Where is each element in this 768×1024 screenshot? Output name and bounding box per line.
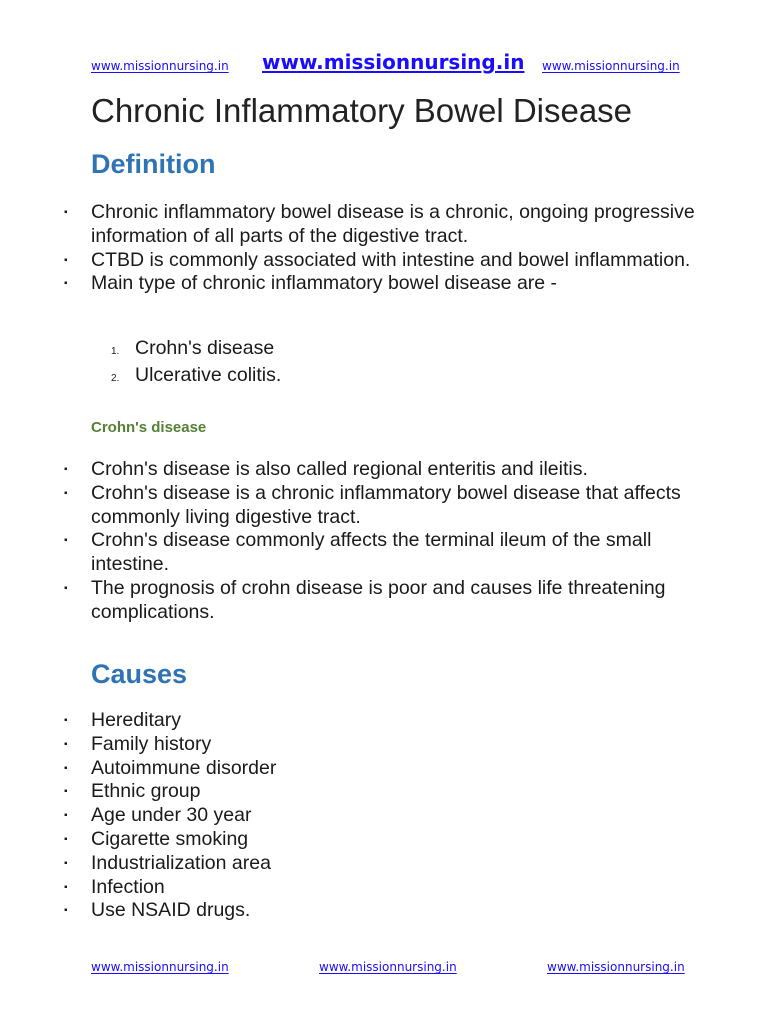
causes-heading: Causes (91, 659, 188, 689)
list-number: 2. (111, 372, 120, 384)
document-title: Chronic Inflammatory Bowel Disease (91, 92, 633, 129)
definition-list (64, 201, 704, 296)
list-item: ▪ Crohn's disease commonly affects the terminal ileum of the small intestine. (64, 529, 704, 577)
list-item: ▪ Family history (64, 733, 704, 757)
footer-link-center[interactable]: www.missionnursing.in (319, 960, 457, 974)
header-link-center[interactable]: www.missionnursing.in (262, 50, 525, 74)
list-item: ▪ Industrialization area (64, 852, 704, 876)
crohns-list (64, 458, 704, 625)
list-item: ▪ Crohn's disease is also called regional enteritis and ileitis. (64, 458, 704, 482)
causes-list (64, 709, 704, 923)
footer-link-left[interactable]: www.missionnursing.in (91, 960, 229, 974)
header-links (0, 50, 768, 80)
list-item: ▪ The prognosis of crohn disease is poor and causes life threatening complications. (64, 577, 704, 625)
list-item: ▪ CTBD is commonly associated with intestine and bowel inflammation. (64, 249, 704, 273)
list-item: ▪ Use NSAID drugs. (64, 899, 704, 923)
list-item: ▪ Age under 30 year (64, 804, 704, 828)
list-item-text: Crohn's disease (135, 337, 275, 359)
list-item-text: Ulcerative colitis. (135, 363, 282, 386)
list-item (111, 337, 281, 364)
list-item: ▪ Crohn's disease is a chronic inflammatory bowel disease that affects commonly living digestive tract. (64, 482, 704, 530)
crohns-heading: Crohn's disease (91, 419, 207, 436)
list-number: 1. (111, 346, 120, 357)
header-link-left[interactable]: www.missionnursing.in (91, 59, 229, 73)
definition-heading: Definition (91, 149, 216, 179)
list-item: ▪ Chronic inflammatory bowel disease is a chronic, ongoing progressive information of all parts of the digestive tract. (64, 201, 704, 249)
list-item: ▪ Infection (64, 876, 704, 900)
list-item: ▪ Autoimmune disorder (64, 757, 704, 781)
list-item: ▪ Main type of chronic inflammatory bowel disease are - (64, 272, 704, 296)
list-item: ▪ Hereditary (64, 709, 704, 733)
list-item: ▪ Cigarette smoking (64, 828, 704, 852)
list-item (111, 364, 281, 391)
disease-types-list (111, 337, 281, 391)
footer-link-right[interactable]: www.missionnursing.in (547, 960, 685, 974)
header-link-right[interactable]: www.missionnursing.in (542, 59, 680, 73)
list-item: ▪ Ethnic group (64, 780, 704, 804)
